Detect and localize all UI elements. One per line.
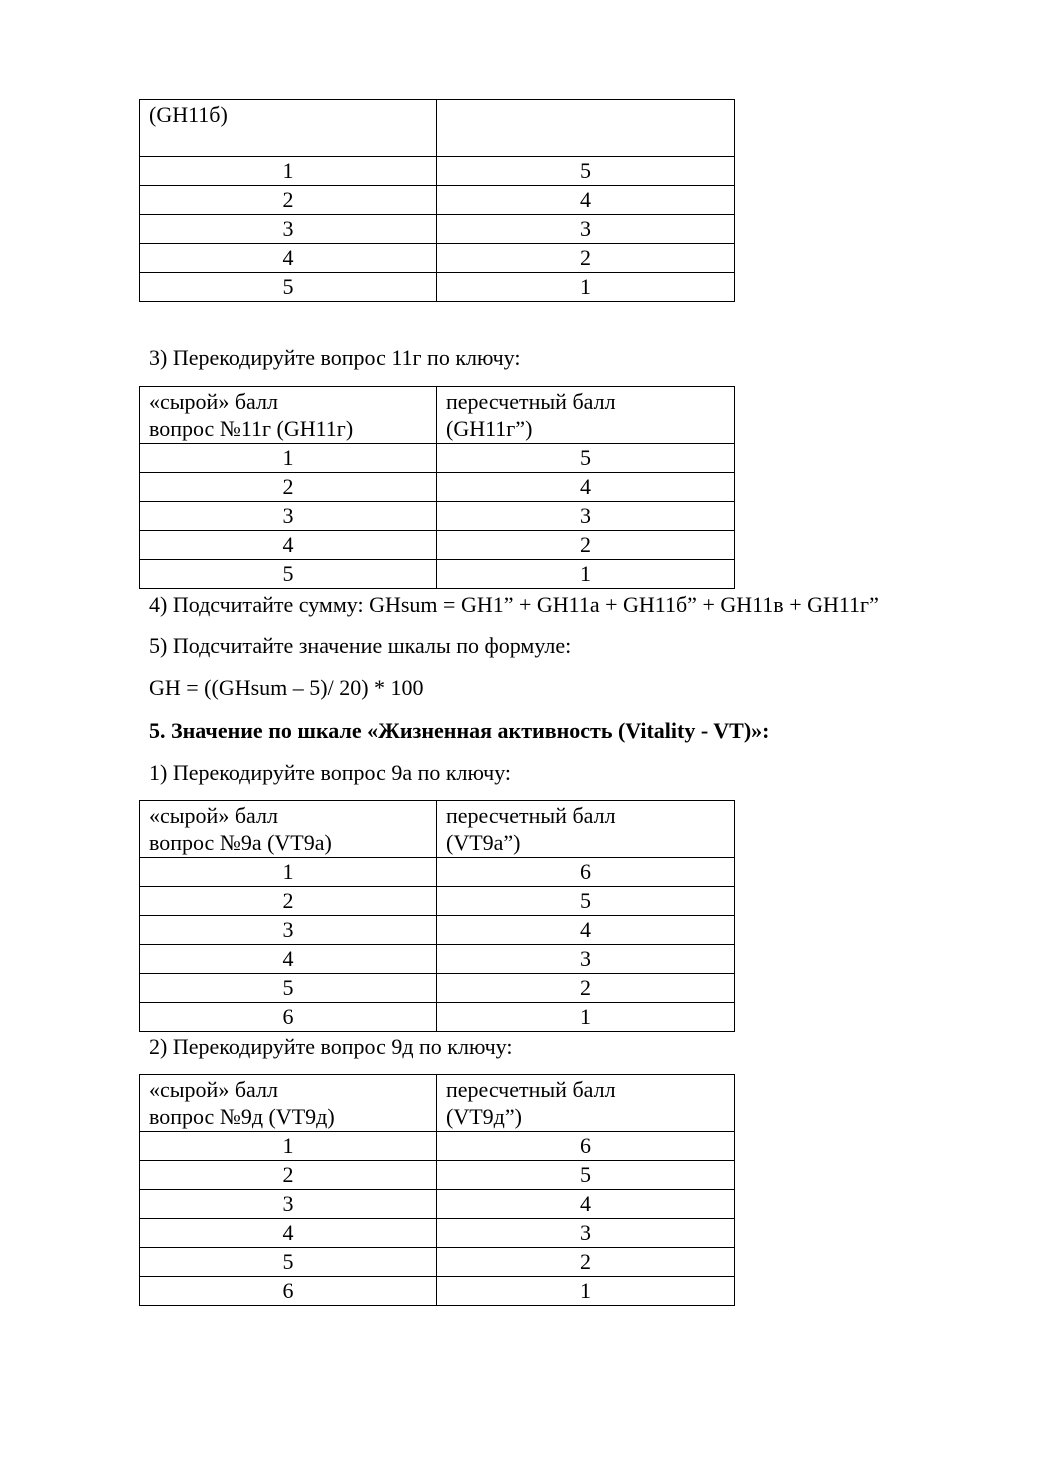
gh-formula: GH = ((GHsum – 5)/ 20) * 100: [149, 675, 424, 700]
table-row: [140, 215, 735, 244]
raw-score-header: [140, 801, 437, 858]
raw-score-header: [140, 387, 437, 444]
recoded-value: 2: [437, 244, 735, 273]
table-header-row: [140, 1075, 735, 1132]
table-row: [140, 244, 735, 273]
table-row: [140, 858, 735, 887]
header-line: пересчетный балл: [446, 389, 616, 414]
recoded-value: 5: [437, 444, 735, 473]
table-row: [140, 1161, 735, 1190]
recoded-value: 2: [437, 974, 735, 1003]
recoded-value: 1: [437, 560, 735, 589]
recoded-score-header: [437, 100, 735, 157]
raw-value: 1: [140, 444, 437, 473]
vt9d-recode-table: [139, 1074, 735, 1306]
raw-score-header: [140, 100, 437, 157]
header-line: «сырой» балл: [149, 803, 278, 828]
raw-value: 4: [140, 244, 437, 273]
raw-value: 5: [140, 974, 437, 1003]
header-line: вопрос №11г (GH11г): [149, 416, 354, 441]
recoded-value: 1: [437, 273, 735, 302]
gh11g-recode-table: [139, 386, 735, 589]
step5-text: 5) Подсчитайте значение шкалы по формуле:: [149, 633, 572, 658]
table-row: [140, 1190, 735, 1219]
gh11b-recode-table: [139, 99, 735, 302]
table-row: [140, 1132, 735, 1161]
table-header-row: [140, 387, 735, 444]
table-row: [140, 1248, 735, 1277]
table-row: [140, 473, 735, 502]
raw-value: 5: [140, 1248, 437, 1277]
header-line: «сырой» балл: [149, 1077, 278, 1102]
raw-value: 4: [140, 1219, 437, 1248]
table-header-row: [140, 801, 735, 858]
table-row: [140, 916, 735, 945]
section5-heading: 5. Значение по шкале «Жизненная активность (Vitality - VT)»:: [149, 718, 770, 743]
raw-value: 6: [140, 1277, 437, 1306]
header-line: вопрос №9д (VT9д): [149, 1104, 335, 1129]
recoded-value: 4: [437, 916, 735, 945]
raw-value: 2: [140, 887, 437, 916]
table-row: [140, 444, 735, 473]
header-line: (GH11г”): [446, 416, 533, 441]
raw-value: 1: [140, 858, 437, 887]
table-header-row: [140, 100, 735, 157]
raw-value: 6: [140, 1003, 437, 1032]
recoded-value: 3: [437, 502, 735, 531]
header-line: (VT9а”): [446, 830, 521, 855]
recoded-value: 5: [437, 1161, 735, 1190]
step3-text: 3) Перекодируйте вопрос 11г по ключу:: [149, 345, 521, 370]
table-row: [140, 502, 735, 531]
table-row: [140, 1003, 735, 1032]
recoded-value: 5: [437, 887, 735, 916]
raw-value: 3: [140, 502, 437, 531]
recoded-value: 4: [437, 1190, 735, 1219]
recoded-value: 1: [437, 1003, 735, 1032]
raw-value: 4: [140, 531, 437, 560]
table-row: [140, 887, 735, 916]
recoded-score-header: [437, 1075, 735, 1132]
recoded-value: 3: [437, 945, 735, 974]
raw-value: 2: [140, 1161, 437, 1190]
table-row: [140, 1219, 735, 1248]
recoded-score-header: [437, 387, 735, 444]
table-row: [140, 974, 735, 1003]
raw-value: 3: [140, 215, 437, 244]
raw-value: 3: [140, 916, 437, 945]
raw-value: 2: [140, 186, 437, 215]
table-row: [140, 273, 735, 302]
vt9a-recode-table: [139, 800, 735, 1032]
table-row: [140, 560, 735, 589]
recoded-value: 2: [437, 1248, 735, 1277]
header-line: (VT9д”): [446, 1104, 522, 1129]
recoded-value: 4: [437, 186, 735, 215]
recoded-value: 1: [437, 1277, 735, 1306]
header-line: пересчетный балл: [446, 803, 616, 828]
raw-value: 1: [140, 1132, 437, 1161]
raw-value: 2: [140, 473, 437, 502]
raw-value: 5: [140, 273, 437, 302]
recoded-score-header: [437, 801, 735, 858]
recoded-value: 3: [437, 1219, 735, 1248]
recoded-value: 2: [437, 531, 735, 560]
recoded-value: 6: [437, 858, 735, 887]
recoded-value: 6: [437, 1132, 735, 1161]
raw-value: 1: [140, 157, 437, 186]
recoded-value: 5: [437, 157, 735, 186]
table-row: [140, 945, 735, 974]
table-row: [140, 531, 735, 560]
header-line: «сырой» балл: [149, 389, 278, 414]
vt-step1-text: 1) Перекодируйте вопрос 9а по ключу:: [149, 760, 512, 785]
table-row: [140, 186, 735, 215]
header-line: вопрос №9а (VT9а): [149, 830, 332, 855]
table-row: [140, 1277, 735, 1306]
header-line: (GH11б): [149, 102, 228, 127]
raw-score-header: [140, 1075, 437, 1132]
step4-sum-text: 4) Подсчитайте сумму: GHsum = GH1” + GH11а + GH11б” + GH11в + GH11г”: [149, 592, 879, 617]
recoded-value: 4: [437, 473, 735, 502]
raw-value: 3: [140, 1190, 437, 1219]
raw-value: 5: [140, 560, 437, 589]
header-line: пересчетный балл: [446, 1077, 616, 1102]
raw-value: 4: [140, 945, 437, 974]
table-row: [140, 157, 735, 186]
recoded-value: 3: [437, 215, 735, 244]
vt-step2-text: 2) Перекодируйте вопрос 9д по ключу:: [149, 1034, 513, 1059]
